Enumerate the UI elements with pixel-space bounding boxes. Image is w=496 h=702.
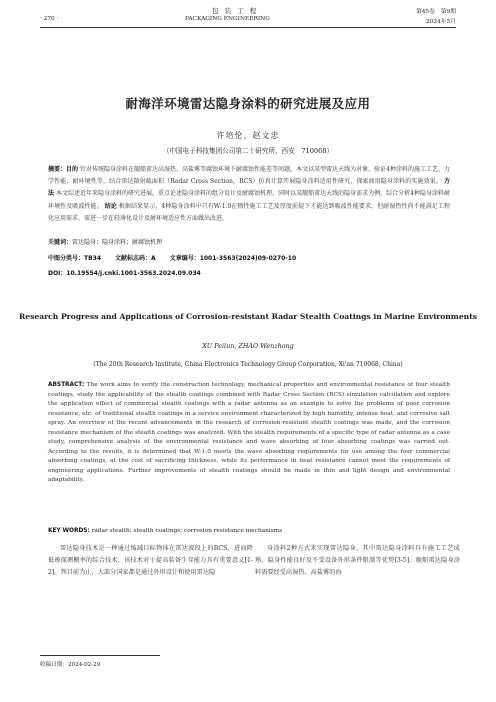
abstract-label-en: ABSTRACT: — [48, 382, 85, 388]
paper-title-cn: 耐海洋环境雷达隐身涂料的研究进展及应用 — [125, 96, 371, 111]
doi-value[interactable]: 10.19554/j.cnki.1001-3563.2024.09.034 — [66, 270, 201, 277]
body-column-right: 身涂料2种方式来实现雷达隐身，其中雷达隐身涂料具有施工工艺成熟、隐身性能良好及不受设备外形条件限制等优势[3-5]。舰船雷达隐身涂料需要经受高湿热、高盐雾的海 — [255, 545, 460, 576]
result-label: 结论 — [104, 202, 117, 210]
authors-cn: 许培伦，赵文忠 — [216, 131, 280, 140]
doi-line — [48, 268, 201, 277]
abstract-text-en: The work aims to verify the construction technology, mechanical properties and environmental resistance of four stealth coatings, study the applicability of the stealth coatings combined with Radar Cross Section (RCS) simulation calculation and explore the application effect of commercial stealth coatings with a radar antenna as an example to solve the problems of poor corrosion resistance, etc. of traditional stealth coatings in a service environment characterized by high humidity, intense heat, and corrosive salt spray. An overview of the recent advancements in the research of corrosion-resistant stealth coatings was made, and the corrosion resistance mechanism of the stealth coatings was analyzed. With the stealth requirements of a specific type of radar antenna as a case study, comprehensive analysis of the environmental resistance and wave absorbing of four absorbing coatings was carried out. According to the results, it is determined that W-1.0 meets the wave absorbing requirements for use among the four commercial absorbing coatings, at the cost of sacrificing thickness, while its performance in heat resistance cannot meet the requirements of engineering applications. Further improvements of stealth coatings should be made in thin and light design and environmental adaptability. — [48, 382, 451, 484]
method-text: 本文综述近年来隐身涂料的研究进展，重点论述隐身涂料的组分设计及耐腐蚀机理，同时以某舰船雷达天线的隐身需求为例，综合分析4种隐身涂料耐环境性及吸波性能。 — [48, 190, 450, 210]
keywords-label-cn: 关键词： — [48, 239, 73, 246]
article-number: 文章编号：1001-3563(2024)09-0270-10 — [169, 255, 297, 262]
journal-name-cn: 包 装 工 程 — [212, 7, 259, 15]
clc-number: 中图分类号：TB34 — [48, 255, 102, 262]
volume-issue: 第45卷 第9期 — [415, 9, 456, 15]
received-date: 收稿日期：2024-02-29 — [40, 662, 101, 668]
classification-line — [48, 253, 310, 262]
paper-title-en: Research Progress and Applications of Corrosion-resistant Radar Stealth Coatings in Marine Environments — [19, 312, 477, 321]
keywords-text-en: radar stealth; stealth coatings; corrosion resistance mechanisms — [91, 528, 283, 534]
affiliation-en: (The 20th Research Institute, China Electronics Technology Group Corporation, Xi'an 710068, China) — [93, 361, 403, 368]
body-column-left: 雷达隐身技术是一种通过缩减目标物体在雷达波段上的RCS，进而降低被探测概率的综合技术，该技术对于提高装备生存能力具有重要意义[1-2]。判目前为止，大部分国家都是通过外形设计和使用雷达隐 — [48, 545, 253, 576]
abstract-cn — [48, 164, 450, 225]
authors-en: XU Peilun, ZHAO Wenzhong — [202, 342, 294, 350]
keywords-en — [48, 528, 282, 534]
result-text: 根据结果显示，4种隐身涂料中只有W-1.0在牺牲施工工艺及厚度前提下才能达到吸波性能要求，但耐湿热性尚不能满足工程化应用需求，需进一步在轻薄化设计及耐环境适应性方面做出改进。 — [48, 202, 450, 222]
page-number: · 270 · — [40, 16, 59, 22]
method-label: 方法 — [48, 178, 450, 198]
abstract-label-cn: 摘要： — [48, 166, 67, 173]
objective-text: 针对传统隐身涂料在舰船雷达高湿热、高盐雾等腐蚀环境下耐腐蚀性能差等问题，本文以某型雷达天线为对象，验证4种涂料的施工工艺、力学性能、耐环境性等，结合雷达散射截面积（Radar Cross Section，RCS）仿真计算开展隐身涂料适用性研究，探索商用隐身涂料的实施效果。 — [48, 166, 450, 186]
publication-date: 2024年5月 — [425, 19, 456, 25]
journal-name-en: PACKAGING ENGINEERING — [185, 16, 270, 22]
keywords-cn — [48, 237, 162, 246]
header-rule — [40, 27, 456, 28]
doi-label: DOI： — [48, 270, 67, 277]
document-code: 文献标志码：A — [115, 255, 156, 262]
footnote-rule — [40, 655, 160, 656]
objective-label: 目的 — [66, 166, 79, 173]
affiliation-cn: （中国电子科技集团公司第二十研究所，西安 710068） — [162, 147, 334, 155]
keywords-label-en: KEY WORDS: — [48, 528, 90, 534]
abstract-en — [48, 381, 450, 486]
keywords-text-cn: 雷达隐身；隐身涂料；耐腐蚀机理 — [72, 239, 163, 246]
